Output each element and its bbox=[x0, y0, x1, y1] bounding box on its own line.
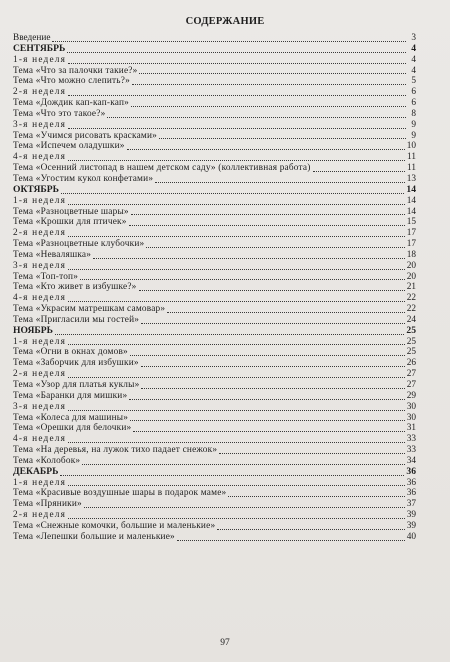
toc-entry-theme bbox=[13, 315, 416, 326]
toc-entry-theme bbox=[13, 499, 416, 510]
toc-entry-theme bbox=[13, 347, 416, 358]
toc-entry-label: Тема «Кто живет в избушке?» bbox=[13, 282, 137, 293]
toc-entry-theme bbox=[13, 141, 416, 152]
dot-leader bbox=[139, 290, 405, 291]
toc-entry-page: 10 bbox=[406, 141, 416, 152]
toc-entry-theme bbox=[13, 423, 416, 434]
toc-entry-week bbox=[13, 152, 416, 163]
toc-entry-label: Тема «Красивые воздушные шары в подарок маме» bbox=[13, 488, 227, 499]
toc-entry-month bbox=[13, 326, 416, 337]
toc-entry-label: Тема «Орешки для белочки» bbox=[13, 423, 132, 434]
dot-leader bbox=[313, 171, 406, 172]
toc-entry-page: 3 bbox=[411, 33, 416, 43]
toc-entry-label: 1-я неделя bbox=[13, 195, 67, 206]
toc-entry-label: Тема «Колобок» bbox=[13, 455, 81, 466]
dot-leader bbox=[68, 63, 406, 64]
toc-entry-page: 26 bbox=[406, 358, 416, 369]
toc-entry-week bbox=[13, 293, 416, 304]
toc-entry-page: 14 bbox=[406, 183, 416, 195]
toc-entry-page: 37 bbox=[406, 499, 416, 510]
dot-leader bbox=[217, 529, 404, 530]
toc-entry-label: Тема «Огни в окнах домов» bbox=[13, 347, 128, 358]
toc-entry-theme bbox=[13, 358, 416, 369]
toc-entry-label: Тема «Испечем оладушки» bbox=[13, 141, 125, 152]
toc-entry-page: 25 bbox=[406, 347, 416, 358]
dot-leader bbox=[146, 247, 404, 248]
dot-leader bbox=[107, 117, 406, 118]
toc-entry-theme bbox=[13, 272, 416, 283]
toc-entry-label: Тема «Заборчик для избушки» bbox=[13, 358, 139, 369]
toc-entry-page: 29 bbox=[406, 390, 416, 401]
toc-entry-page: 27 bbox=[406, 369, 416, 380]
dot-leader bbox=[68, 410, 405, 411]
toc-entry-theme bbox=[13, 521, 416, 532]
dot-leader bbox=[84, 507, 405, 508]
toc-entry-label: Тема «Крошки для птичек» bbox=[13, 217, 127, 228]
toc-entry-label: 2-я неделя bbox=[13, 369, 67, 380]
toc-entry-month bbox=[13, 467, 416, 478]
toc-entry-week bbox=[13, 510, 416, 521]
dot-leader bbox=[141, 323, 405, 324]
toc-entry-label: 4-я неделя bbox=[13, 434, 67, 445]
toc-entry-theme bbox=[13, 445, 416, 456]
toc-entry-label: 4-я неделя bbox=[13, 293, 67, 304]
toc-entry-page: 14 bbox=[406, 195, 416, 206]
toc-entry-page: 20 bbox=[406, 271, 416, 282]
toc-entry-page: 40 bbox=[406, 531, 416, 542]
toc-entry-label: Тема «Лепешки большие и маленькие» bbox=[13, 531, 175, 542]
toc-entry-theme bbox=[13, 174, 416, 185]
toc-entry-month bbox=[13, 44, 416, 55]
dot-leader bbox=[129, 399, 404, 400]
dot-leader bbox=[68, 128, 406, 129]
dot-leader bbox=[155, 182, 405, 183]
toc-entry-label: Тема «Колеса для машины» bbox=[13, 412, 129, 423]
toc-entry-page: 9 bbox=[411, 130, 416, 141]
dot-leader bbox=[52, 41, 406, 42]
toc-entry-label: 4-я неделя bbox=[13, 152, 67, 163]
toc-entry-page: 20 bbox=[406, 260, 416, 271]
toc-entry-theme bbox=[13, 532, 416, 543]
toc-entry-label: Тема «Снежные комочки, большие и маленькие» bbox=[13, 520, 216, 531]
dot-leader bbox=[68, 301, 405, 302]
toc-entry-theme bbox=[13, 413, 416, 424]
dot-leader bbox=[129, 225, 405, 226]
toc-entry-week bbox=[13, 228, 416, 239]
toc-entry-theme bbox=[13, 391, 416, 402]
toc-entry-theme bbox=[13, 456, 416, 467]
toc-entry-label: СЕНТЯБРЬ bbox=[13, 42, 66, 54]
toc-entry-page: 11 bbox=[407, 163, 416, 174]
toc-entry-page: 6 bbox=[411, 87, 416, 98]
toc-entry-page: 17 bbox=[406, 239, 416, 250]
dot-leader bbox=[228, 496, 404, 497]
dot-leader bbox=[68, 377, 405, 378]
toc-entry-week bbox=[13, 369, 416, 380]
toc-entry-page: 4 bbox=[411, 54, 416, 65]
toc-entry-label: Тема «Угостим кукол конфетами» bbox=[13, 173, 154, 184]
toc-entry-week bbox=[13, 196, 416, 207]
toc-entry-page: 27 bbox=[406, 380, 416, 390]
dot-leader bbox=[141, 366, 405, 367]
dot-leader bbox=[130, 355, 405, 356]
dot-leader bbox=[68, 204, 405, 205]
toc-entry-label: Тема «Украсим матрешкам самовар» bbox=[13, 304, 166, 315]
dot-leader bbox=[133, 431, 404, 432]
toc-entry-label: 1-я неделя bbox=[13, 477, 67, 488]
toc-entry-page: 34 bbox=[406, 455, 416, 466]
toc-entry-theme bbox=[13, 380, 416, 391]
dot-leader bbox=[132, 84, 406, 85]
toc-entry-theme bbox=[13, 66, 416, 77]
dot-leader bbox=[93, 258, 405, 259]
dot-leader bbox=[68, 160, 405, 161]
toc-entry-week bbox=[13, 261, 416, 272]
toc-entry-page: 36 bbox=[406, 477, 416, 488]
toc-entry-page: 4 bbox=[411, 42, 416, 54]
toc-entry-label: Тема «Разноцветные клубочки» bbox=[13, 239, 145, 250]
toc-entry-theme bbox=[13, 163, 416, 174]
dot-leader bbox=[80, 279, 405, 280]
toc-entry-week bbox=[13, 402, 416, 413]
toc-entry-page: 33 bbox=[406, 445, 416, 456]
toc-entry-label: НОЯБРЬ bbox=[13, 324, 53, 336]
toc-entry-page: 14 bbox=[406, 206, 416, 217]
toc-entry-theme bbox=[13, 207, 416, 218]
dot-leader bbox=[219, 453, 405, 454]
toc-entry-page: 39 bbox=[406, 520, 416, 531]
toc-entry-label: Тема «Пригласили мы гостей» bbox=[13, 314, 140, 325]
toc-entry-label: 2-я неделя bbox=[13, 87, 67, 98]
toc-entry-week bbox=[13, 478, 416, 489]
toc-entry-page: 22 bbox=[406, 293, 416, 304]
toc-entry-theme bbox=[13, 131, 416, 142]
dot-leader bbox=[159, 138, 406, 139]
toc-entry-page: 25 bbox=[406, 324, 416, 336]
toc-entry-page: 25 bbox=[406, 336, 416, 347]
toc-entry-label: Тема «Осенний листопад в нашем детском саду» (коллективная работа) bbox=[13, 163, 311, 174]
toc-entry-label: Тема «Пряники» bbox=[13, 499, 82, 510]
toc-entry-label: Тема «Дождик кап-кап-кап» bbox=[13, 98, 130, 109]
dot-leader bbox=[141, 388, 404, 389]
dot-leader bbox=[55, 334, 404, 335]
toc-entry-page: 24 bbox=[406, 314, 416, 325]
toc-entry-label: 1-я неделя bbox=[13, 54, 67, 65]
toc-entry-theme bbox=[13, 98, 416, 109]
toc-entry-theme bbox=[13, 488, 416, 499]
dot-leader bbox=[61, 193, 404, 194]
toc-entry-page: 5 bbox=[411, 76, 416, 87]
toc-entry-label: Тема «Что это такое?» bbox=[13, 108, 106, 119]
toc-entry-week bbox=[13, 120, 416, 131]
toc-entry-label: 3-я неделя bbox=[13, 119, 67, 130]
toc-entry-label: Тема «Неваляшка» bbox=[13, 249, 92, 260]
toc-entry-page: 6 bbox=[411, 98, 416, 109]
dot-leader bbox=[167, 312, 404, 313]
dot-leader bbox=[130, 420, 405, 421]
toc-entry-page: 31 bbox=[406, 423, 416, 434]
toc-entry-label: Тема «Узор для платья куклы» bbox=[13, 380, 140, 390]
toc-entry-label: 3-я неделя bbox=[13, 401, 67, 412]
table-of-contents bbox=[13, 33, 416, 543]
toc-entry-page: 17 bbox=[406, 228, 416, 239]
toc-entry-page: 21 bbox=[406, 282, 416, 293]
toc-entry-page: 13 bbox=[406, 173, 416, 184]
toc-entry-page: 9 bbox=[411, 119, 416, 130]
toc-entry-page: 18 bbox=[406, 249, 416, 260]
toc-entry-page: 30 bbox=[406, 412, 416, 423]
toc-entry-label: Тема «Топ-топ» bbox=[13, 271, 79, 282]
page-title: СОДЕРЖАНИЕ bbox=[185, 16, 265, 27]
dot-leader bbox=[177, 540, 405, 541]
toc-entry-label: Тема «Что за палочки такие?» bbox=[13, 65, 138, 76]
dot-leader bbox=[68, 95, 406, 96]
toc-entry-week bbox=[13, 337, 416, 348]
dot-leader bbox=[68, 269, 405, 270]
toc-entry-theme bbox=[13, 76, 416, 87]
toc-entry-theme bbox=[13, 282, 416, 293]
toc-entry-page: 11 bbox=[407, 152, 416, 163]
dot-leader bbox=[131, 214, 405, 215]
toc-entry-label: Тема «На деревья, на лужок тихо падает снежок» bbox=[13, 445, 218, 456]
dot-leader bbox=[68, 485, 405, 486]
toc-entry-page: 30 bbox=[406, 401, 416, 412]
toc-entry-label: Тема «Учимся рисовать красками» bbox=[13, 130, 158, 141]
toc-entry-label: Введение bbox=[13, 33, 51, 43]
toc-entry-label: Тема «Баранки для мишки» bbox=[13, 390, 128, 401]
toc-entry-theme bbox=[13, 304, 416, 315]
toc-entry-page: 15 bbox=[406, 217, 416, 228]
toc-entry-label: 1-я неделя bbox=[13, 336, 67, 347]
dot-leader bbox=[60, 475, 404, 476]
toc-entry-label: 3-я неделя bbox=[13, 260, 67, 271]
toc-entry-label: ДЕКАБРЬ bbox=[13, 465, 59, 477]
toc-entry-intro bbox=[13, 33, 416, 44]
toc-entry-label: 2-я неделя bbox=[13, 510, 67, 521]
toc-entry-theme bbox=[13, 239, 416, 250]
dot-leader bbox=[131, 106, 406, 107]
dot-leader bbox=[139, 73, 406, 74]
toc-entry-page: 4 bbox=[411, 65, 416, 76]
toc-entry-label: 2-я неделя bbox=[13, 228, 67, 239]
dot-leader bbox=[67, 52, 406, 53]
toc-entry-page: 22 bbox=[406, 304, 416, 315]
toc-entry-label: ОКТЯБРЬ bbox=[13, 183, 59, 195]
toc-entry-theme bbox=[13, 217, 416, 228]
toc-entry-theme bbox=[13, 109, 416, 120]
dot-leader bbox=[82, 464, 404, 465]
dot-leader bbox=[127, 149, 405, 150]
toc-entry-week bbox=[13, 87, 416, 98]
dot-leader bbox=[68, 518, 405, 519]
toc-entry-page: 39 bbox=[406, 510, 416, 521]
toc-entry-page: 36 bbox=[406, 488, 416, 499]
dot-leader bbox=[68, 442, 405, 443]
toc-entry-label: Тема «Разноцветные шары» bbox=[13, 206, 129, 217]
dot-leader bbox=[68, 344, 405, 345]
toc-entry-page: 33 bbox=[406, 434, 416, 445]
dot-leader bbox=[68, 236, 405, 237]
page-number: 97 bbox=[220, 638, 230, 648]
toc-entry-page: 8 bbox=[411, 108, 416, 119]
toc-entry-page: 36 bbox=[406, 465, 416, 477]
toc-entry-month bbox=[13, 185, 416, 196]
toc-entry-week bbox=[13, 434, 416, 445]
toc-entry-week bbox=[13, 55, 416, 66]
toc-entry-theme bbox=[13, 250, 416, 261]
toc-entry-label: Тема «Что можно слепить?» bbox=[13, 76, 130, 87]
